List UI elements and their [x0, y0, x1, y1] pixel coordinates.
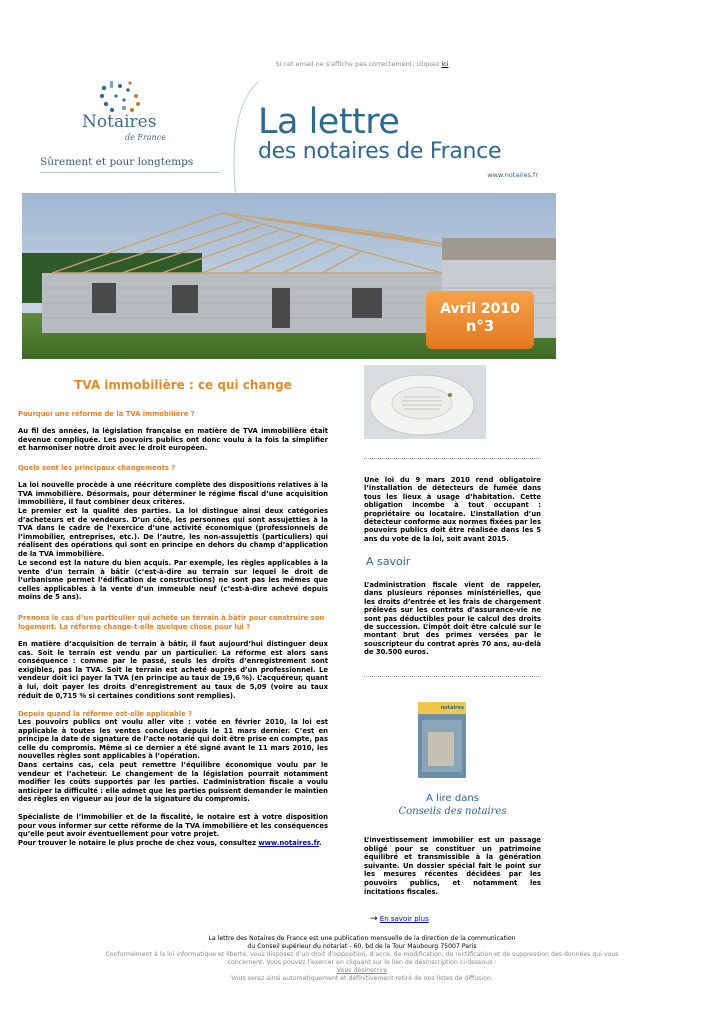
- view-online-link[interactable]: ici: [441, 60, 449, 68]
- website-link[interactable]: www.notaires.fr: [487, 171, 538, 179]
- a-savoir-text: L’administration fiscale vient de rappeler, dans plusieurs réponses ministérielles, que les droits d’entrée et les frais de chargement prélevés sur les contrats d’assurance-vie ne sont pas déductibles pour le calcul des droits de succession. L’impôt doit être calculé sur le montant brut des primes versées par le souscripteur du contrat après 70 ans, au-delà de 30.500 euros.: [364, 581, 541, 657]
- footer-line-1: La lettre des Notaires de France est une publication mensuelle de la direction de la communication: [208, 935, 516, 942]
- issue-number: n°3: [465, 317, 495, 335]
- detector-text: Une loi du 9 mars 2010 rend obligatoire l’installation de détecteurs de fumée dans tous les lieux à usage d’habitation. Cette obligation incombe à tout occupant : propriétaire ou locataire. L’installation d’un détecteur conforme aux normes fixées par les pouvoirs publics doit être réalisée dans les 5 ans du vote de la loi, soit avant 2015.: [364, 476, 541, 543]
- unsubscribe-link[interactable]: Vous désinscrire: [336, 967, 388, 974]
- a-savoir-title: A savoir: [366, 555, 411, 568]
- logo-name: Notaires: [82, 112, 157, 132]
- banner-image: [22, 193, 556, 359]
- paragraph-5: Spécialiste de l’immobilier et de la fiscalité, le notaire est à votre disposition pour vous informer sur cette réforme de la TVA immobilière et les conséquences qu’elle peut avoir éventuellement pour votre projet.: [18, 813, 328, 839]
- notaires-link[interactable]: www.notaires.fr: [258, 839, 319, 847]
- smoke-detector-image: [364, 365, 486, 439]
- arrow-right-icon: →: [370, 914, 378, 924]
- newsletter-title: La lettre: [258, 102, 400, 142]
- logo-sub: de France: [125, 133, 166, 142]
- footer-unsubscribe: [0, 967, 724, 975]
- paragraph-3: En matière d’acquisition de terrain à bâtir, il faut aujourd’hui distinguer deux cas. Soit le terrain est vendu par un particulier. La réforme est alors sans conséquence : comme par le passé, seuls les droits d’enregistrement sont exigibles, pas la TVA. Soit le terrain est acheté auprès d’un professionnel. Le vendeur doit ici payer la TVA (en principe au taux de 19,6 %). L’acquéreur, quant à lui, doit payer les droits d’enregistrement au taux de 5,09 (voire au taux réduit de 0,715 % si certaines conditions sont remplies).: [18, 640, 328, 700]
- issue-date: Avril 2010: [440, 301, 520, 317]
- sidebar-divider-1: [364, 458, 541, 459]
- logo-tagline: Sûrement et pour longtemps: [40, 156, 194, 168]
- question-2: Quels sont les principaux changements ?: [18, 464, 176, 472]
- header-curve: [220, 80, 260, 200]
- notaires-logo: [22, 76, 242, 186]
- a-lire-dans: A lire dans: [426, 793, 479, 804]
- conseils-des-notaires: Conseils des notaires: [398, 806, 507, 817]
- footer-line-4: concernent. Vous pouvez l’exercer en cliquant sur le lien de désinscription ci-dessous :: [227, 959, 497, 966]
- paragraph-2a: La loi nouvelle procède à une réécriture complète des dispositions relatives à la TVA immobilière. Désormais, pour déterminer le régime fiscal d’une acquisition immobilière, il faut combiner deux critères.: [18, 481, 328, 507]
- article-title: TVA immobilière : ce qui change: [74, 378, 292, 392]
- en-savoir-plus-link[interactable]: En savoir plus: [379, 915, 429, 923]
- paragraph-6: Pour trouver le notaire le plus proche de chez vous, consultez www.notaires.fr.: [18, 839, 322, 847]
- paragraph-2c: Le second est la nature du bien acquis. Par exemple, les règles applicables à la vente d’un terrain à bâtir (c’est-à-dire au terrain sur lequel le droit de l’urbanisme permet l’édification de constructions) ne sont pas les mêmes que celles applicables à la vente d’un immeuble neuf (c’est-à-dire achevé depuis moins de 5 ans).: [18, 559, 328, 602]
- sidebar-divider-2: [364, 676, 541, 677]
- display-issue-note: Si cet email ne s'affiche pas correctement, cliquez ici: [275, 60, 449, 68]
- paragraph-1: Au fil des années, la législation française en matière de TVA immobilière était devenue compliquée. Les pouvoirs publics ont donc voulu à la fois la simplifier et harmoniser notre droit avec le droit européen.: [18, 427, 328, 453]
- a-lire-text: L’investissement immobilier est un passage obligé pour se constituer un patrimoine équilibré et transmissible à la génération suivante. Un dossier spécial fait le point sur les mesures récentes décidées par les pouvoirs publics, et notamment les incitations fiscales.: [364, 836, 541, 896]
- paragraph-4a: Les pouvoirs publics ont voulu aller vite : votée en février 2010, la loi est applicable à toutes les ventes conclues depuis le 11 mars dernier. C’est en principe la date de signature de l’acte notarié qui doit être prise en compte, pas celle du compromis. Même si ce dernier a été signé avant le 11 mars 2010, les nouvelles règles sont applicables à l’opération.: [18, 718, 328, 761]
- question-3: Prenons le cas d’un particulier qui achète un terrain à bâtir pour construire son logement. La réforme change-t-elle quelque chose pour lui ?: [18, 614, 325, 631]
- issue-badge: [426, 291, 534, 349]
- question-1: Pourquoi une réforme de la TVA immobilière ?: [18, 410, 195, 418]
- question-4: Depuis quand la réforme est-elle applicable ?: [18, 710, 193, 718]
- paragraph-4b: Dans certains cas, cela peut remettre l’équilibre économique voulu par le vendeur et l’acheteur. Le changement de la législation pourrait notamment modifier les coûts supportés par les parties. L’administration fiscale a voulu anticiper la difficulté : elle admet que les parties puissent demander le maintien des règles en vigueur au jour de la signature du compromis.: [18, 761, 328, 804]
- newsletter-subtitle: des notaires de France: [258, 139, 502, 164]
- footer-line-2: du Conseil supérieur du notariat - 60, bd de la Tour Maubourg 75007 Paris: [247, 943, 477, 950]
- tagline-divider: [40, 172, 220, 173]
- paragraph-2b: Le premier est la qualité des parties. La loi distingue ainsi deux catégories d’acheteurs et de vendeurs. D’un côté, les personnes qui sont assujetties à la TVA dans le cadre de l’exercice d’une activité économique (professionnels de l’immobilier, entreprises, etc.). De l’autre, les non-assujettis (particuliers) qui réalisent des opérations qui sont en principe en dehors du champ d’application de la TVA immobilière.: [18, 507, 328, 558]
- footer-line-3: Conformément à la loi informatique et liberté, vous disposez d’un droit d’opposition, d’accè, de modification, de rectification et de suppression des données qui vous: [105, 951, 619, 958]
- footer-line-5: Vous serez ainsi automatiquement et définitivement retiré de nos listes de diffusion.: [231, 975, 493, 982]
- en-savoir-plus: [370, 914, 429, 924]
- magazine-cover-image: notaires: [418, 702, 466, 778]
